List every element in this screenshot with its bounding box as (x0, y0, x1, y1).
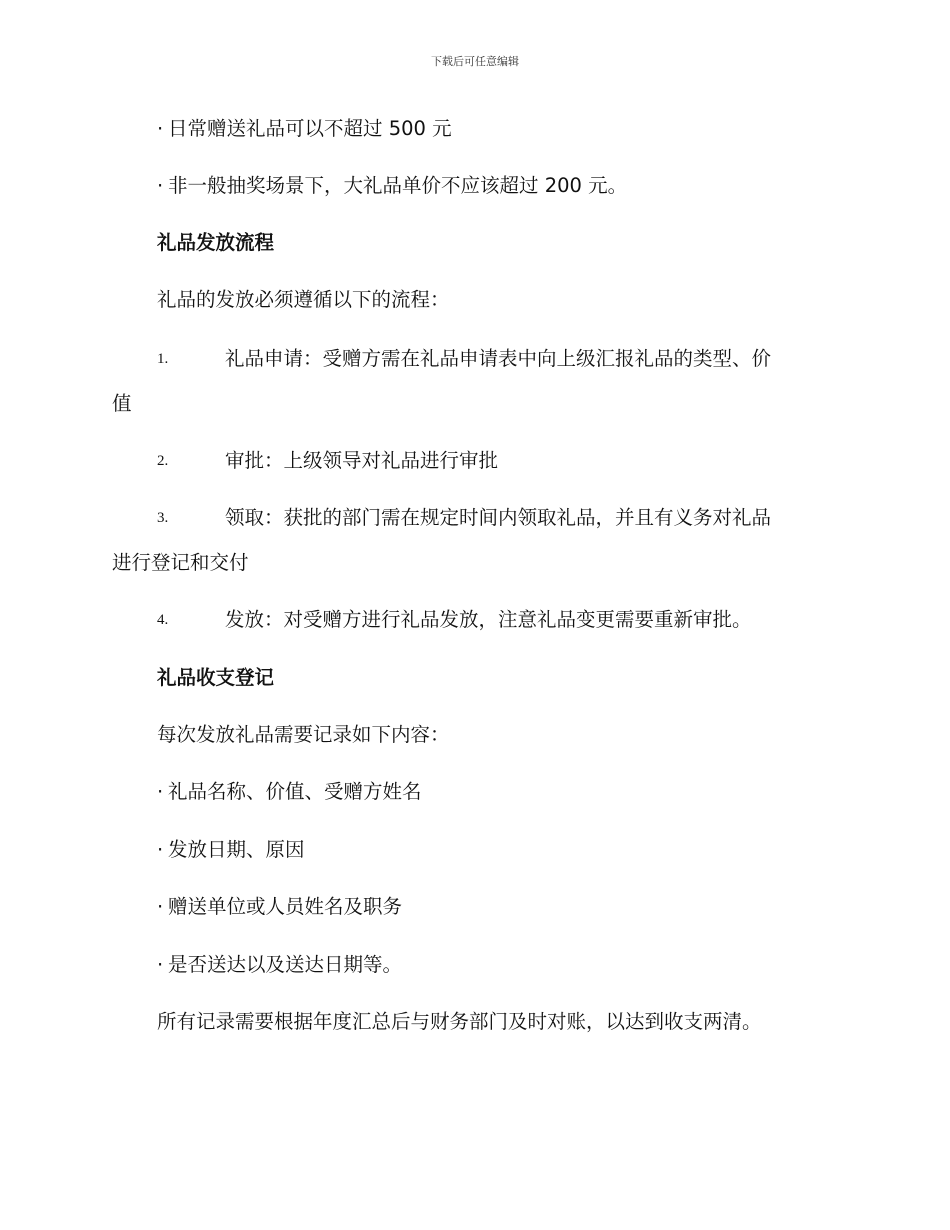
bullet-text: 非一般抽奖场景下，大礼品单价不应该超过 200 元。 (168, 174, 628, 197)
step-text: 发放：对受赠方进行礼品发放，注意礼品变更需要重新审批。 (225, 608, 752, 631)
bullet-mark: · (157, 838, 164, 861)
step-text-continuation: 值 (112, 392, 132, 415)
step-text: 审批：上级领导对礼品进行审批 (225, 449, 499, 472)
bullet-item (157, 778, 422, 806)
step-number: 3. (157, 510, 169, 526)
section-heading: 礼品收支登记 (157, 666, 275, 689)
bullet-item (157, 172, 627, 200)
bullet-mark: · (157, 780, 164, 803)
bullet-text: 日常赠送礼品可以不超过 500 元 (168, 117, 452, 140)
bullet-text: 是否送达以及送达日期等。 (168, 953, 403, 976)
step-text: 礼品申请：受赠方需在礼品申请表中向上级汇报礼品的类型、价 (225, 347, 772, 370)
bullet-mark: · (157, 174, 164, 197)
step-number: 4. (157, 612, 169, 628)
bullet-item (157, 951, 402, 979)
step-text-continuation: 进行登记和交付 (112, 551, 249, 574)
step-number: 1. (157, 351, 169, 367)
page-header: 下载后可任意编辑 (431, 55, 519, 68)
step-number: 2. (157, 453, 169, 469)
bullet-text: 赠送单位或人员姓名及职务 (168, 895, 403, 918)
bullet-mark: · (157, 953, 164, 976)
paragraph: 每次发放礼品需要记录如下内容： (157, 723, 450, 746)
bullet-item (157, 115, 452, 143)
bullet-text: 发放日期、原因 (168, 838, 305, 861)
section-heading: 礼品发放流程 (157, 231, 275, 254)
closing-paragraph: 所有记录需要根据年度汇总后与财务部门及时对账，以达到收支两清。 (157, 1010, 762, 1033)
bullet-mark: · (157, 117, 164, 140)
bullet-mark: · (157, 895, 164, 918)
bullet-text: 礼品名称、价值、受赠方姓名 (168, 780, 422, 803)
paragraph: 礼品的发放必须遵循以下的流程： (157, 288, 450, 311)
bullet-item (157, 836, 305, 864)
bullet-item (157, 893, 402, 921)
step-text: 领取：获批的部门需在规定时间内领取礼品，并且有义务对礼品 (225, 506, 772, 529)
